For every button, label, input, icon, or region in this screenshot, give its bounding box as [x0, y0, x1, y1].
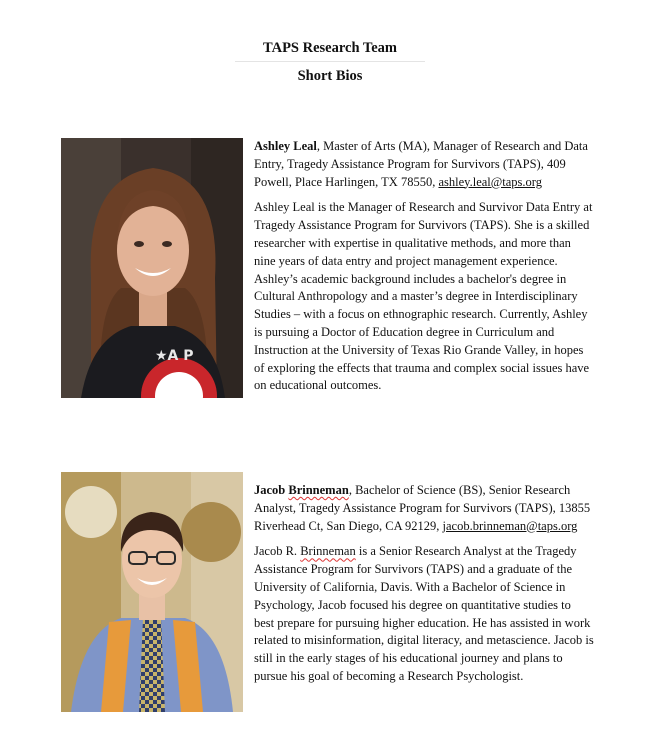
- portrait-woman-icon: [61, 138, 243, 398]
- bio-credentials: , Bachelor of Science (BS), Senior Research Analyst, Tragedy Assistance Program for Survivors (TAPS), 13855 Riverhead Ct, San Diego, CA 92129,: [254, 483, 591, 533]
- ashley-leal-photo: [61, 138, 243, 398]
- bio-ashley-leal: [254, 138, 594, 395]
- bio-paragraph: Ashley Leal is the Manager of Research and Survivor Data Entry at Tragedy Assistance Program for Survivors (TAPS). She is a skilled researcher with expertise in qualitative methods, and more than nine years of data entry and project management experience. Ashley’s academic background includes a bachelor's degree in Cultural Anthropology and a master’s degree in Interdisciplinary Studies – with a focus on ethnographic research. Currently, Ashley is pursuing a Doctor of Education degree in Curriculum and Instruction at the University of Texas Rio Grande Valley, in hopes of exploring the effects that trauma and complex social issues have on educational outcomes.: [254, 200, 593, 393]
- email-link[interactable]: jacob.brinneman@taps.org: [442, 518, 578, 533]
- jacob-brinneman-photo: [61, 472, 243, 712]
- page-title: TAPS Research Team: [263, 40, 397, 56]
- bio-jacob-brinneman: [254, 482, 594, 686]
- bio-name: [254, 483, 349, 497]
- bio-name: Ashley Leal: [254, 139, 317, 153]
- bio-header: [254, 482, 594, 535]
- email-link[interactable]: ashley.leal@taps.org: [438, 174, 542, 189]
- bio-para-name: Brinneman: [300, 544, 356, 559]
- bio-credentials: , Master of Arts (MA), Manager of Research and Data Entry, Tragedy Assistance Program for Survivors (TAPS), 409 Powell, Place Harlingen, TX 78550,: [254, 139, 588, 189]
- portrait-man-icon: [61, 472, 243, 712]
- bio-paragraph: [254, 543, 594, 685]
- bio-name-first: Jacob: [254, 483, 289, 497]
- bio-header: [254, 138, 594, 191]
- page-subtitle: Short Bios: [297, 68, 363, 84]
- bio-para-start: Jacob R.: [254, 544, 301, 559]
- bio-para-rest: is a Senior Research Analyst at the Tragedy Assistance Program for Survivors (TAPS) and a graduate of the University of California, Davis. With a Bachelor of Science in Psychology, Jacob focused his degree on quantitative studies to best prepare for pursuing higher education. He has assisted in work related to misinformation, digital literacy, and metascience. Jacob is still in the early stages of his educational journey and plans to pursue his goal of becoming a Research Psychologist.: [254, 544, 594, 683]
- svg-text:★A P: ★A P: [155, 348, 194, 364]
- header: [0, 38, 660, 86]
- bio-name-last: Brinneman: [288, 483, 349, 497]
- title-divider: [235, 61, 425, 62]
